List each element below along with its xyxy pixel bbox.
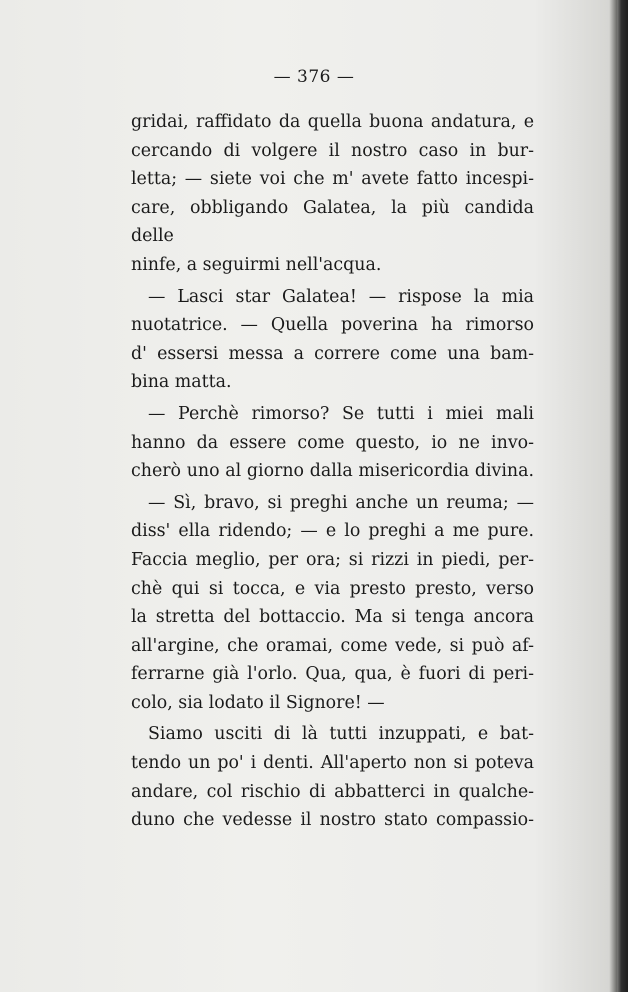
text-line: ninfe, a seguirmi nell'acqua.	[131, 254, 382, 275]
text-line: — Sì, bravo, si preghi anche un reuma; —	[148, 492, 534, 513]
text-line: cercando di volgere il nostro caso in bur-	[131, 140, 534, 161]
text-line: — Perchè rimorso? Se tutti i miei mali	[148, 403, 534, 424]
text-line: duno che vedesse il nostro stato compassio-	[131, 810, 534, 831]
text-line: tendo un po' i denti. All'aperto non si poteva	[131, 753, 534, 774]
text-line: hanno da essere come questo, io ne invo-	[131, 432, 534, 453]
text-line: diss' ella ridendo; — e lo preghi a me pure.	[131, 521, 534, 542]
text-line: letta; — siete voi che m' avete fatto incespi-	[131, 169, 534, 190]
text-line: Faccia meglio, per ora; si rizzi in piedi, per-	[131, 549, 534, 570]
paragraph	[131, 489, 534, 718]
text-line: cherò uno al giorno dalla misericordia divina.	[131, 461, 534, 482]
text-line: colo, sia lodato il Signore! —	[131, 692, 385, 713]
text-line: ferrarne già l'orlo. Qua, qua, è fuori di peri-	[131, 664, 534, 685]
text-line: — Lasci star Galatea! — rispose la mia	[148, 286, 534, 307]
text-line: gridai, raffidato da quella buona andatura, e	[131, 112, 534, 132]
text-line: chè qui si tocca, e via presto presto, verso	[131, 578, 534, 599]
text-line: care, obbligando Galatea, la più candida delle	[131, 197, 534, 247]
text-line: nuotatrice. — Quella poverina ha rimorso	[131, 315, 534, 336]
text-line: bina matta.	[131, 372, 232, 393]
text-line: Siamo usciti di là tutti inzuppati, e bat-	[148, 724, 534, 745]
text-line: d' essersi messa a correre come una bam-	[131, 343, 534, 364]
book-spine-edge	[617, 0, 628, 992]
paragraph	[131, 283, 534, 397]
text-line: all'argine, che oramai, come vede, si può af-	[131, 635, 534, 656]
body-text	[131, 108, 534, 835]
text-line: andare, col rischio di abbatterci in qualche-	[131, 781, 534, 802]
paragraph	[131, 400, 534, 486]
paragraph	[131, 720, 534, 834]
text-line: la stretta del bottaccio. Ma si tenga ancora	[131, 607, 534, 628]
page-number: — 376 —	[273, 67, 355, 87]
paragraph	[131, 108, 534, 280]
